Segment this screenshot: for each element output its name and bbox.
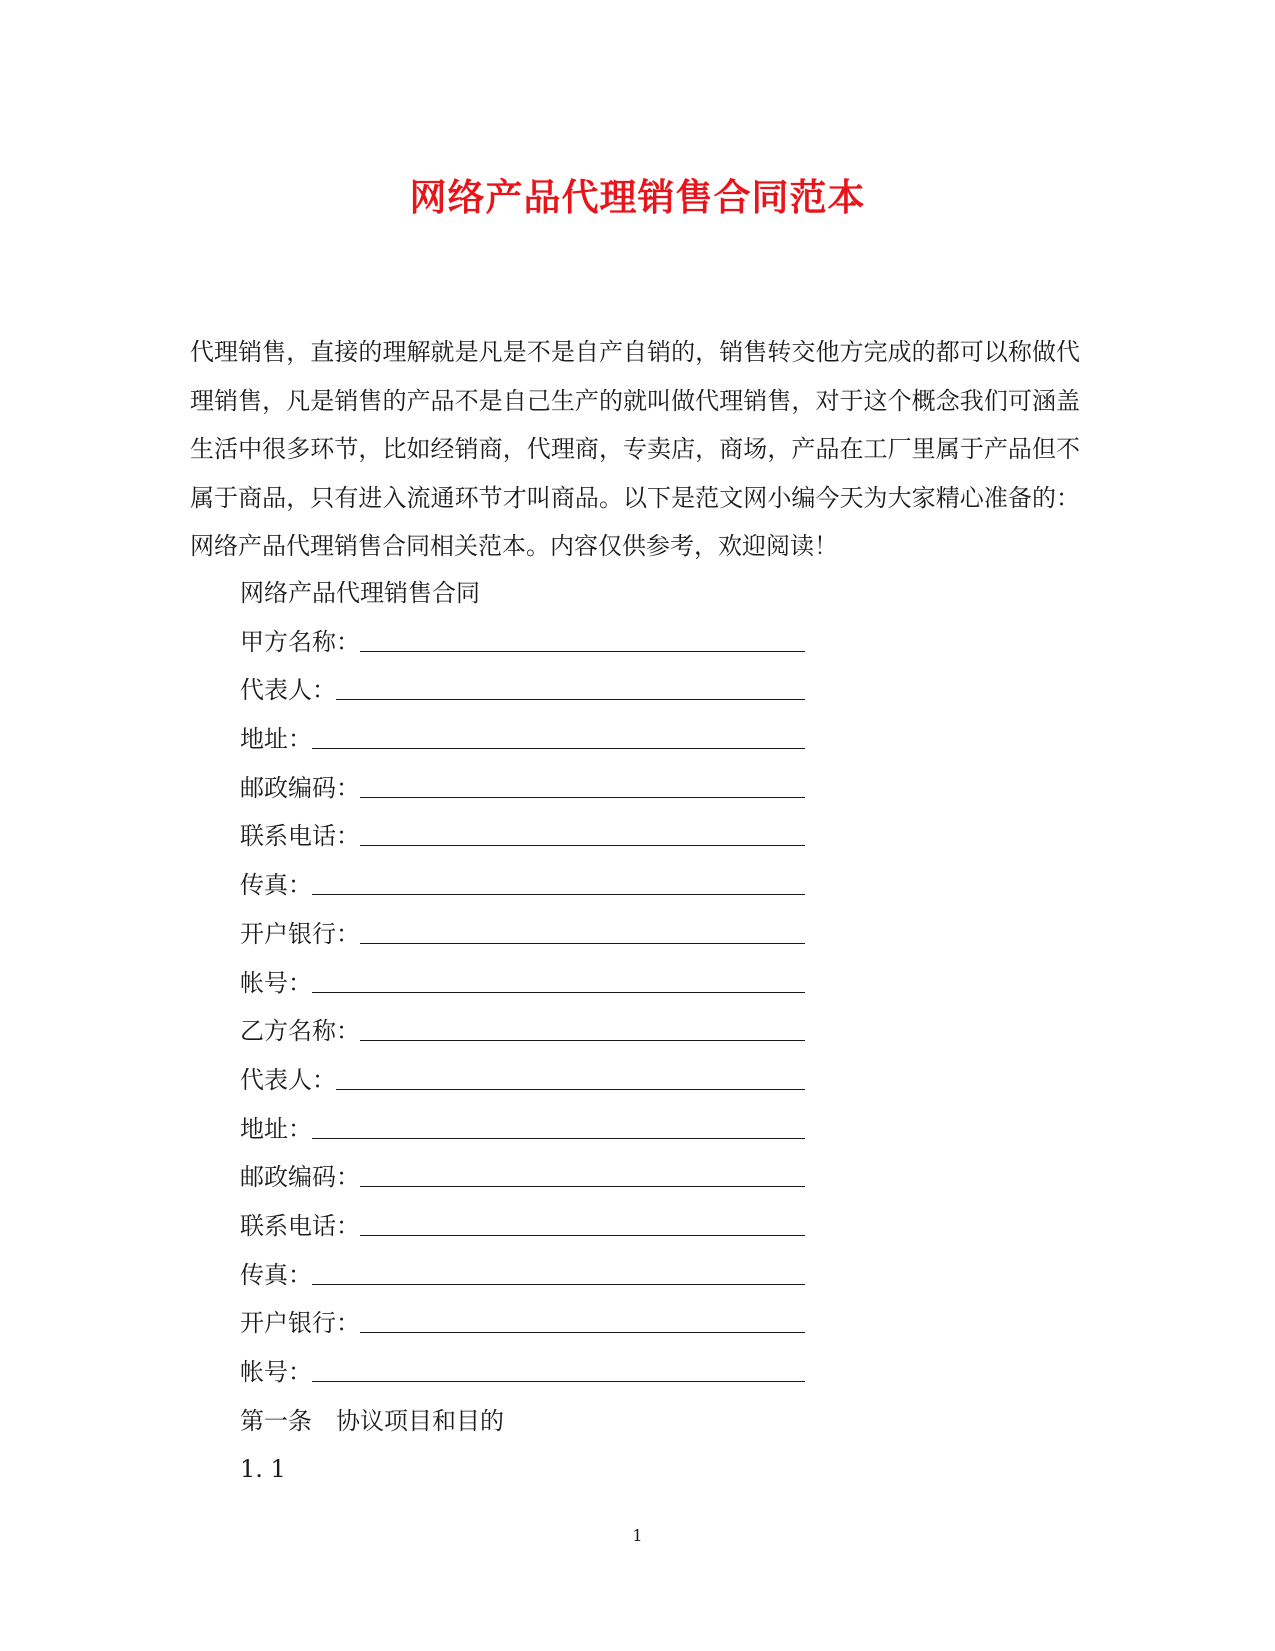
party-a-name-field <box>240 618 940 667</box>
contract-heading <box>240 569 940 618</box>
party-b-account-label: 帐号： <box>240 1358 312 1386</box>
party-a-account-blank <box>312 991 805 993</box>
party-a-address-blank <box>312 747 805 749</box>
party-a-postcode-field <box>240 764 940 813</box>
party-a-phone-label: 联系电话： <box>240 822 360 851</box>
party-a-rep-label: 代表人： <box>240 676 336 705</box>
party-a-rep-field <box>240 666 940 715</box>
party-a-name-label: 甲方名称： <box>240 627 360 656</box>
party-b-fax-label: 传真： <box>240 1260 312 1289</box>
party-b-postcode-label: 邮政编码： <box>240 1163 360 1192</box>
party-b-phone-blank <box>360 1234 805 1236</box>
intro-paragraph: 代理销售，直接的理解就是凡是不是自产自销的，销售转交他方完成的都可以称做代理销售，凡是销售的产品不是自己生产的就叫做代理销售，对于这个概念我们可涵盖生活中很多环节，比如经销商，代理商，专卖店，商场，产品在工厂里属于产品但不属于商品，只有进入流通环节才叫商品。以下是范文网小编今天为大家精心准备的：网络产品代理销售合同相关范本。内容仅供参考，欢迎阅读！ <box>190 338 1080 560</box>
clause-1-1-text: 1. 1 <box>240 1455 286 1484</box>
page-number: 1 <box>632 1526 643 1545</box>
party-b-rep-label: 代表人： <box>240 1065 336 1094</box>
clause-1-1 <box>240 1445 940 1494</box>
party-b-address-field <box>240 1105 940 1154</box>
party-a-account-label: 帐号： <box>240 968 312 997</box>
party-a-fax-label: 传真： <box>240 871 312 900</box>
party-a-fax-field <box>240 861 940 910</box>
party-b-postcode-field <box>240 1153 940 1202</box>
party-a-postcode-label: 邮政编码： <box>240 773 360 802</box>
party-a-bank-blank <box>360 942 805 944</box>
party-b-name-blank <box>360 1039 805 1041</box>
party-b-address-label: 地址： <box>240 1114 312 1143</box>
party-b-fax-field <box>240 1251 940 1300</box>
party-b-rep-field <box>240 1056 940 1105</box>
party-a-name-blank <box>360 650 805 652</box>
party-b-address-blank <box>312 1137 805 1139</box>
party-a-account-field <box>240 959 940 1008</box>
party-b-bank-blank <box>360 1331 805 1333</box>
party-b-bank-label: 开户银行： <box>240 1309 360 1338</box>
party-a-phone-blank <box>360 844 805 846</box>
article-1-heading <box>240 1397 940 1446</box>
party-b-rep-blank <box>336 1088 805 1090</box>
party-a-bank-field <box>240 910 940 959</box>
party-a-fax-blank <box>312 893 805 895</box>
article-1-heading-text: 第一条 协议项目和目的 <box>240 1406 504 1435</box>
party-a-rep-blank <box>336 698 805 700</box>
party-b-account-blank <box>312 1380 805 1382</box>
party-a-address-label: 地址： <box>240 725 312 754</box>
party-b-account-field <box>240 1348 940 1397</box>
party-a-postcode-blank <box>360 796 805 798</box>
party-b-name-field <box>240 1007 940 1056</box>
party-b-bank-field <box>240 1299 940 1348</box>
party-a-address-field <box>240 715 940 764</box>
document-title: 网络产品代理销售合同范本 <box>409 175 866 219</box>
party-a-phone-field <box>240 812 940 861</box>
party-b-phone-field <box>240 1202 940 1251</box>
party-b-name-label: 乙方名称： <box>240 1017 360 1046</box>
party-a-bank-label: 开户银行： <box>240 919 360 948</box>
contract-heading-text: 网络产品代理销售合同 <box>240 579 480 607</box>
party-b-postcode-blank <box>360 1185 805 1187</box>
party-b-phone-label: 联系电话： <box>240 1211 360 1240</box>
party-b-fax-blank <box>312 1283 805 1285</box>
contract-body <box>240 569 940 1494</box>
